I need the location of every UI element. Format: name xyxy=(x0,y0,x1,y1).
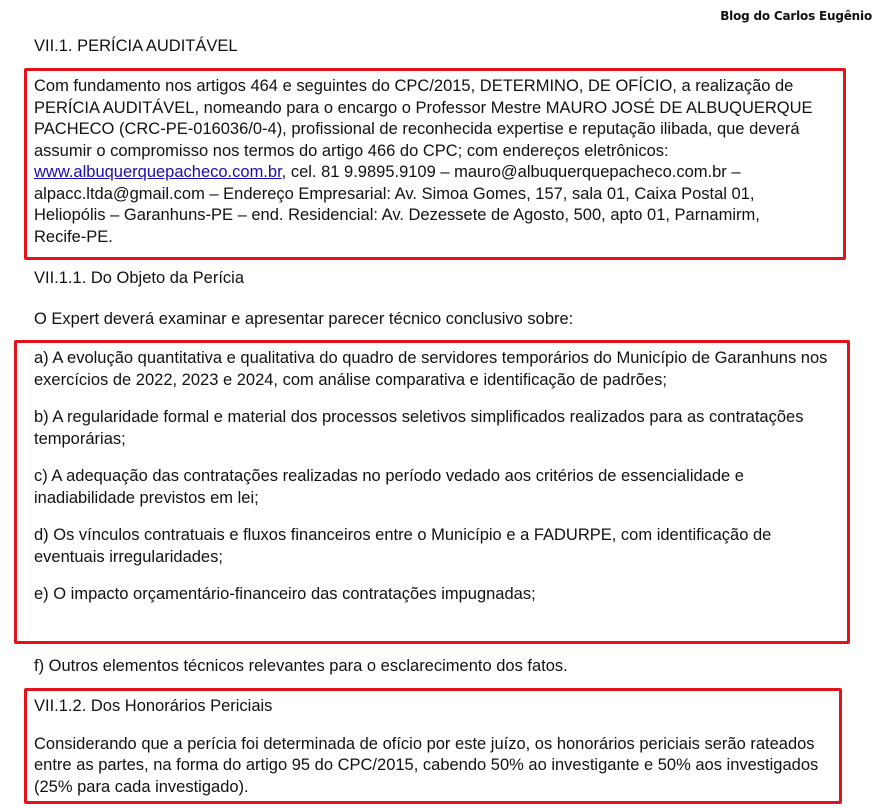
list-item-f: f) Outros elementos técnicos relevantes para o esclarecimento dos fatos. xyxy=(34,657,568,675)
objeto-list xyxy=(34,348,834,606)
nomeacao-text-end: , cel. 81 9.9895.9109 – mauro@albuquerquepacheco.com.br – alpacc.ltda@gmail.com – Endereço Empresarial: Av. Simoa Gomes, 157, sala 01, Caixa Postal 01, Heliopólis – Garanhuns-PE – end. Residencial: Av. Dezessete de Agosto, 500, apto 01, Parnamirm, Recife-PE. xyxy=(34,163,760,246)
objeto-intro: O Expert deverá examinar e apresentar parecer técnico conclusivo sobre: xyxy=(34,310,574,328)
section-heading-honorarios: VII.1.2. Dos Honorários Periciais xyxy=(34,697,273,715)
list-item-c: c) A adequação das contratações realizadas no período vedado aos critérios de essencialidade e inadiabilidade previstos em lei; xyxy=(34,467,744,507)
honorarios-text: Considerando que a perícia foi determinada de ofício por este juízo, os honorários periciais serão rateados entre as partes, na forma do artigo 95 do CPC/2015, cabendo 50% ao investigante e 50% aos investigados (25% para cada investigado). xyxy=(34,734,819,796)
watermark: Blog do Carlos Eugênio xyxy=(720,9,872,23)
list-item-b: b) A regularidade formal e material dos processos seletivos simplificados realizados para as contratações temporárias; xyxy=(34,408,804,448)
list-item-d: d) Os vínculos contratuais e fluxos financeiros entre o Município e a FADURPE, com identificação de eventuais irregularidades; xyxy=(34,526,772,566)
section-heading-objeto: VII.1.1. Do Objeto da Perícia xyxy=(34,269,245,287)
website-link[interactable]: www.albuquerquepacheco.com.br xyxy=(34,163,282,181)
nomeacao-text-start: Com fundamento nos artigos 464 e seguintes do CPC/2015, DETERMINO, DE OFÍCIO, a realização de PERÍCIA AUDITÁVEL, nomeando para o encargo o Professor Mestre MAURO JOSÉ DE ALBUQUERQUE PACHECO (CRC-PE-016036/0-4), profissional de reconhecida expertise e reputação ilibada, que deverá assumir o compromisso nos termos do artigo 466 do CPC; com endereços eletrônicos: xyxy=(34,77,813,160)
section-heading-pericia: VII.1. PERÍCIA AUDITÁVEL xyxy=(34,37,238,55)
honorarios-block xyxy=(34,696,824,798)
list-item-a: a) A evolução quantitativa e qualitativa do quadro de servidores temporários do Município de Garanhuns nos exercícios de 2022, 2023 e 2024, com análise comparativa e identificação de padrões; xyxy=(34,349,828,389)
paragraph-nomeacao xyxy=(34,76,814,248)
list-item-e: e) O impacto orçamentário-financeiro das contratações impugnadas; xyxy=(34,585,536,603)
